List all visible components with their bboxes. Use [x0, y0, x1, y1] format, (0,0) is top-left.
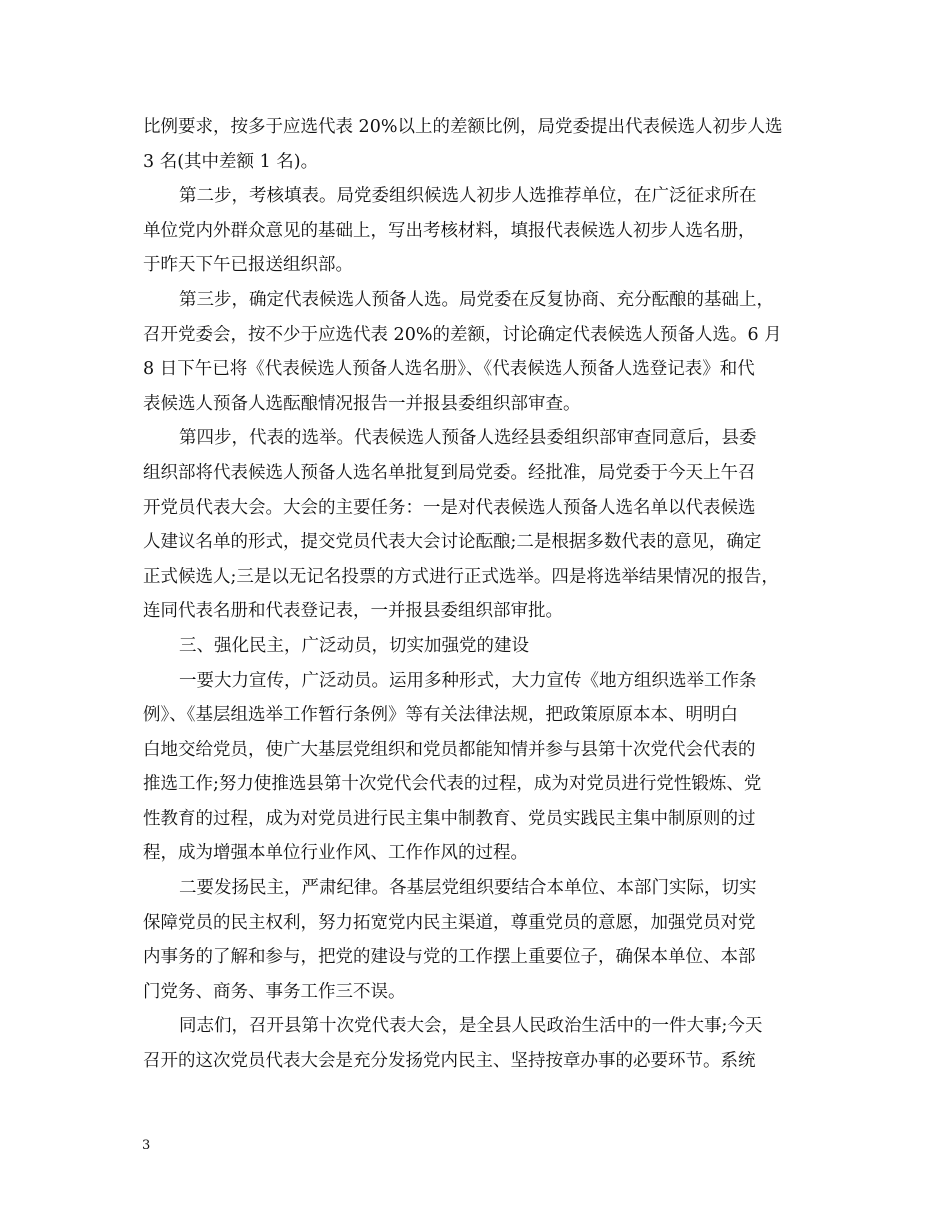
paragraph-first-line: 第三步，确定代表候选人预备人选。局党委在反复协商、充分酝酿的基础上， — [179, 289, 774, 310]
page-number: 3 — [142, 1138, 151, 1153]
text-line: 程，成为增强本单位行业作风、工作作风的过程。 — [143, 843, 528, 864]
text-line: 召开党委会，按不少于应选代表 20%的差额，讨论确定代表候选人预备人选。6 月 — [143, 324, 782, 345]
paragraph-first-line: 第二步，考核填表。局党委组织候选人初步人选推荐单位，在广泛征求所在 — [179, 186, 757, 207]
text-line: 性教育的过程，成为对党员进行民主集中制教育、党员实践民主集中制原则的过 — [143, 808, 756, 829]
text-line: 比例要求，按多于应选代表 20%以上的差额比例，局党委提出代表候选人初步人选 — [143, 117, 783, 137]
text-line: 开党员代表大会。大会的主要任务：一是对代表候选人预备人选名单以代表候选 — [143, 497, 756, 518]
text-line: 连同代表名册和代表登记表，一并报县委组织部审批。 — [143, 601, 563, 622]
text-line: 门党务、商务、事务工作三不误。 — [143, 981, 406, 1002]
text-line: 3 名(其中差额 1 名)。 — [143, 151, 319, 172]
paragraph-first-line: 第四步，代表的选举。代表候选人预备人选经县委组织部审查同意后，县委 — [179, 428, 757, 449]
paragraph-first-line: 三、强化民主，广泛动员，切实加强党的建设 — [179, 635, 529, 656]
text-line: 召开的这次党员代表大会是充分发扬党内民主、坚持按章办事的必要环节。系统 — [143, 1051, 756, 1072]
text-line: 组织部将代表候选人预备人选名单批复到局党委。经批准，局党委于今天上午召 — [143, 462, 756, 483]
text-line: 8 日下午已将《代表候选人预备人选名册》、《代表候选人预备人选登记表》和代 — [143, 359, 755, 380]
text-line: 单位党内外群众意见的基础上，写出考核材料，填报代表候选人初步人选名册， — [143, 220, 756, 241]
text-line: 正式候选人;三是以无记名投票的方式进行正式选举。四是将选举结果情况的报告， — [143, 566, 779, 587]
document-body — [143, 110, 823, 1079]
paragraph-first-line: 一要大力宣传，广泛动员。运用多种形式，大力宣传《地方组织选举工作条 — [179, 670, 757, 691]
paragraph-first-line: 同志们，召开县第十次党代表大会，是全县人民政治生活中的一件大事;今天 — [179, 1016, 763, 1037]
text-line: 于昨天下午已报送组织部。 — [143, 255, 353, 276]
text-line: 表候选人预备人选酝酿情况报告一并报县委组织部审查。 — [143, 393, 581, 414]
text-line: 白地交给党员，使广大基层党组织和党员都能知情并参与县第十次党代会代表的 — [143, 739, 756, 760]
text-line: 例》、《基层组选举工作暂行条例》等有关法律法规，把政策原原本本、明明白 — [143, 705, 738, 726]
text-line: 保障党员的民主权利，努力拓宽党内民主渠道，尊重党员的意愿，加强党员对党 — [143, 912, 756, 933]
text-line: 推选工作;努力使推选县第十次党代会代表的过程，成为对党员进行党性锻炼、党 — [143, 774, 762, 795]
text-line: 内事务的了解和参与，把党的建设与党的工作摆上重要位子，确保本单位、本部 — [143, 947, 756, 968]
paragraph-first-line: 二要发扬民主，严肃纪律。各基层党组织要结合本单位、本部门实际，切实 — [179, 878, 757, 899]
text-line: 人建议名单的形式，提交党员代表大会讨论酝酿;二是根据多数代表的意见，确定 — [143, 532, 762, 553]
